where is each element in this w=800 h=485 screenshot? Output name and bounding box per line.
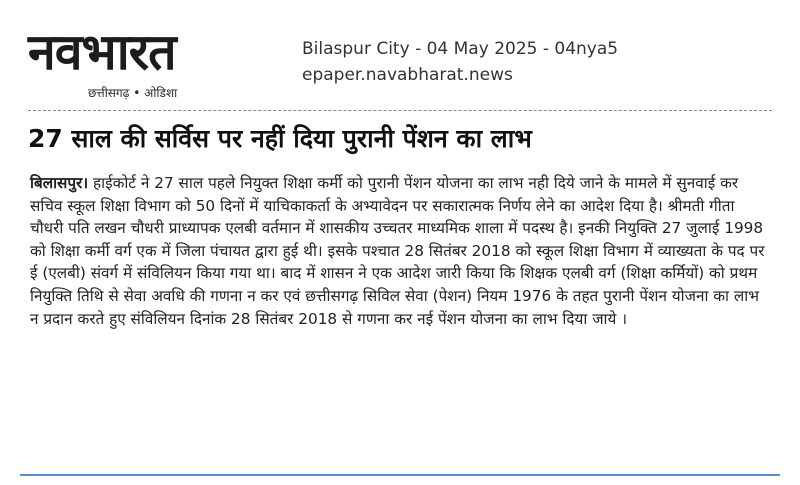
- clipping-header: [20, 14, 780, 106]
- edition-info: [302, 36, 618, 88]
- article-body-text: हाईकोर्ट ने 27 साल पहले नियुक्त शिक्षा कर्मी को पुरानी पेंशन योजना का लाभ नही दिये जाने के मामले में सुनवाई कर सचिव स्कूल शिक्षा विभाग को 50 दिनों में याचिकाकर्ता के अभ्यावेदन पर सकारात्मक निर्णय लेने का आदेश दिया है। श्रीमती गीता चौधरी पति लखन चौधरी प्राध्यापक एलबी वर्तमान में शासकीय उच्चतर माध्यमिक शाला में पदस्थ है। इनकी नियुक्ति 27 जुलाई 1998 को शिक्षा कर्मी वर्ग एक में जिला पंचायत द्वारा हुई थी। इसके पश्चात 28 सितंबर 2018 को स्कूल शिक्षा विभाग में व्याख्यता के पद पर ई (एलबी) संवर्ग में संविलियन किया गया था। बाद में शासन ने एक आदेश जारी किया कि शिक्षक एलबी वर्ग (शिक्षा कर्मियों) को प्रथम नियुक्ति तिथि से सेवा अवधि की गणना न कर एवं छत्तीसगढ़ सिविल सेवा (पेशन) नियम 1976 के तहत पुरानी पेंशन योजना का लाभ न प्रदान करते हुए संविलियन दिनांक 28 सितंबर 2018 से गणना कर नई पेंशन योजना का लाभ दिया जाये ।: [30, 174, 765, 328]
- article-body: [30, 172, 772, 330]
- masthead: [28, 24, 278, 102]
- epaper-clipping: [20, 14, 780, 470]
- epaper-url: epaper.navabharat.news: [302, 65, 513, 85]
- edition-line: Bilaspur City - 04 May 2025 - 04nya5: [302, 39, 619, 59]
- newspaper-logo: नवभारत: [28, 23, 176, 81]
- masthead-region: छत्तीसगढ़ • ओडिशा: [88, 86, 178, 100]
- header-divider: [28, 110, 772, 111]
- bottom-divider: [20, 474, 780, 476]
- article-headline: 27 साल की सर्विस पर नहीं दिया पुरानी पेंशन का लाभ: [28, 124, 532, 153]
- article-dateline: बिलासपुर।: [30, 174, 89, 192]
